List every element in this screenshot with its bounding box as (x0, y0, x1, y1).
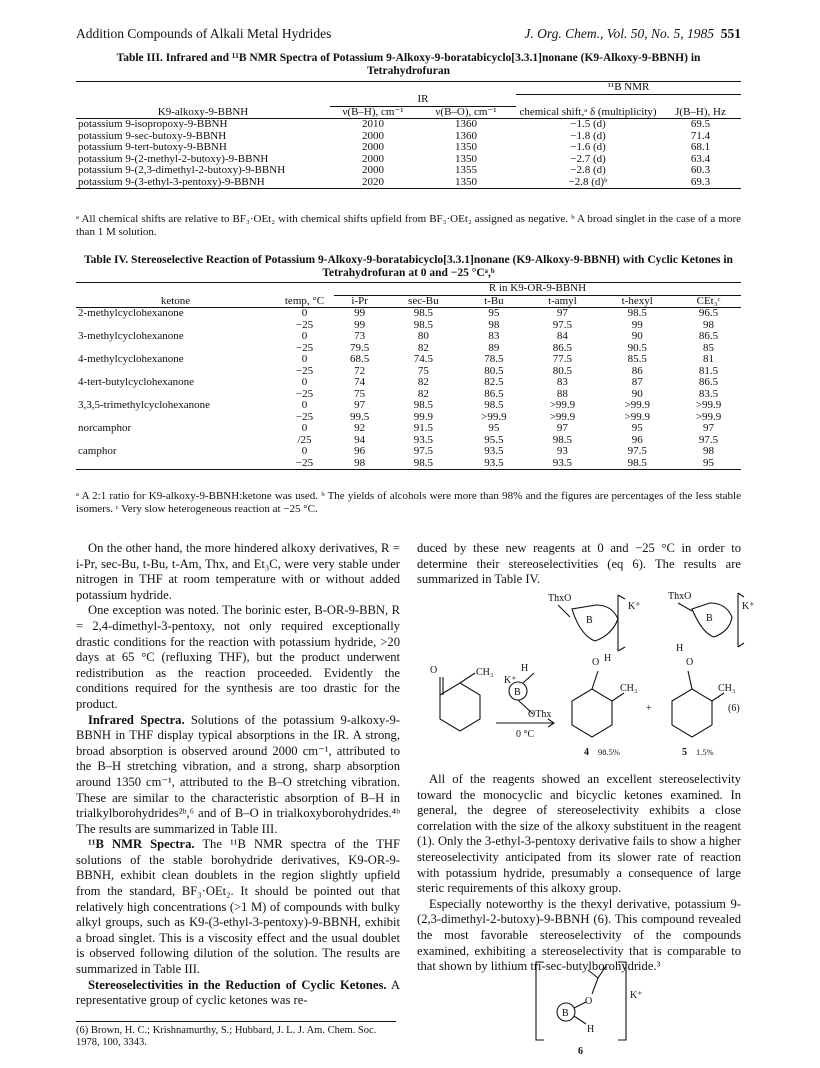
t4-cell: 92 (354, 422, 366, 434)
scheme-4-h: H (604, 653, 612, 664)
scheme-eq-number: (6) (728, 703, 740, 714)
t4-cell: 0 (301, 376, 308, 388)
product-4-label: 4 (584, 747, 589, 758)
t4-row (76, 458, 741, 470)
t4-cell: 82.5 (484, 376, 504, 388)
t4-cell: >99.9 (695, 410, 722, 423)
t4-cell: 97.5 (698, 433, 719, 446)
t4-cell-ketone: 3-methylcyclohexanone (78, 330, 184, 342)
t4-row (76, 331, 741, 343)
t4-cell: 0 (301, 353, 308, 365)
product-5-ring (672, 689, 712, 737)
t4-cell: 99.9 (413, 410, 433, 423)
t4-cell: 95 (703, 456, 714, 469)
t4-cell: 98.5 (413, 318, 433, 331)
right-p1: duced by these new reagents at 0 and −25 °C in order to determine their stereoselectivities (eq 6). The results are summarized in Table IV. (417, 541, 741, 587)
t4-cell: 86.5 (484, 387, 504, 400)
t4-cell: 90 (631, 330, 643, 342)
scheme-ketone-ch3: CH₃ (476, 667, 494, 678)
scheme-plus: + (646, 703, 652, 714)
t3-group-nmr: ¹¹B NMR (516, 82, 741, 95)
t3-cell: −1.6 (d) (570, 141, 606, 153)
t4-cell: 98.5 (413, 399, 433, 411)
t4-cell: 73 (354, 330, 366, 342)
t3-cell-name: potassium 9-(2-methyl-2-butoxy)-9-BBNH (78, 152, 269, 165)
t4-cell: 91.5 (413, 422, 433, 434)
t3-cell: 2000 (362, 141, 384, 153)
t3-row (76, 119, 741, 131)
t3-col-bo: ν(B–O), cm⁻¹ (435, 105, 497, 118)
product-4-pct: 98.5% (598, 747, 620, 757)
t4-cell: 81.5 (698, 364, 719, 377)
compound-6-h: H (587, 1024, 595, 1035)
t4-cell: −25 (295, 387, 314, 400)
t4-row (76, 354, 741, 366)
t4-cell: 79.5 (350, 341, 370, 354)
t4-cell-ketone: 3,3,5-trimethylcyclohexanone (78, 399, 210, 411)
scheme-reagent-k: K⁺ (504, 675, 517, 686)
t4-cell: 93.5 (484, 445, 504, 457)
t3-cell: 1350 (455, 141, 477, 153)
t3-cell: 1350 (455, 175, 477, 188)
t4-cell: 85.5 (627, 353, 647, 365)
t4-cell: 97 (354, 399, 366, 411)
header-journal: J. Org. Chem., Vol. 50, No. 5, 1985 551 (524, 26, 741, 41)
t3-cell: 60.3 (690, 164, 711, 176)
t4-cell: 95 (488, 307, 500, 319)
t4-cell: 72 (354, 364, 366, 377)
t4-cell: 94 (354, 433, 366, 446)
t4-row (76, 446, 741, 458)
t4-cell: >99.9 (481, 410, 507, 423)
t4-cell: >99.9 (549, 399, 576, 411)
t4-cell: 93.5 (552, 456, 573, 469)
t4-cell: /25 (297, 433, 312, 446)
t3-cell: 2020 (362, 175, 384, 188)
scheme-5-ch3: CH₃ (718, 683, 736, 694)
t3-cell: 1355 (455, 164, 477, 176)
t4-col-header: i-Pr (351, 294, 368, 307)
scheme-4-thxo: ThxO (548, 593, 572, 604)
t4-cell: 93.5 (484, 456, 504, 469)
t4-cell: 98.5 (413, 456, 433, 469)
t3-cell: 2000 (362, 129, 384, 142)
t4-cell: 98 (354, 456, 366, 469)
t4-cell: 86.5 (552, 341, 573, 354)
scheme-ketone-o: O (430, 665, 438, 676)
t4-cell: 87 (631, 376, 643, 388)
compound-6-structure (530, 958, 650, 1058)
t4-cell: 95 (631, 422, 643, 434)
t4-cell: −25 (295, 341, 314, 354)
t3-cell: 1360 (455, 129, 477, 142)
right-column-bottom (417, 772, 741, 975)
t4-cell: 83.5 (698, 387, 719, 400)
left-p1: On the other hand, the more hindered alkoxy derivatives, R = i-Pr, sec-Bu, t-Bu, t-Am, Thx, and Et₃C, were very stable under nitrogen in THF at room temperature with or without added potassium hydride. (76, 541, 400, 602)
t4-cell: 90 (631, 387, 643, 400)
t4-col-ketone: ketone (160, 294, 191, 307)
t3-cell-name: potassium 9-(3-ethyl-3-pentoxy)-9-BBNH (78, 175, 265, 188)
table3-footnote: ᵃ All chemical shifts are relative to BF₃·OEt₂ with chemical shifts upfield from BF₃·OEt₂ assigned as negative. ᵇ A broad singlet in the case of a more than 1 M solution. (76, 213, 741, 238)
table4 (76, 282, 741, 470)
t4-cell: 83 (488, 330, 500, 342)
right-p3: Especially noteworthy is the thexyl derivative, potassium 9-(2,3-dimethyl-2-butoxy)-9-BBNH (6). This compound revealed the most favorable stereoselectivity of the compounds examined, exhibiting a stereoselectivity that is comparable to that shown by lithium tri-sec-butylborohydride.³ (417, 896, 741, 974)
t4-cell: 98 (703, 445, 714, 457)
t3-col-j: J(B–H), Hz (675, 105, 726, 118)
scheme-reagent-othx: OThx (528, 709, 552, 720)
t4-cell-ketone: 4-methylcyclohexanone (78, 353, 184, 365)
t3-cell: −2.8 (d)ᵇ (568, 175, 608, 188)
t3-cell: 2000 (362, 164, 384, 176)
t4-cell: 74 (354, 376, 366, 388)
t4-cell-ketone: norcamphor (78, 422, 132, 434)
scheme-4-b: B (586, 615, 593, 626)
t4-cell: 82 (417, 376, 429, 388)
t4-cell: 80.5 (552, 364, 573, 377)
reaction-scheme-eq6 (420, 585, 755, 760)
compound-6-b: B (562, 1008, 569, 1019)
left-p5: Stereoselectivities in the Reduction of Cyclic Ketones. A representative group of cyclic ketones was re- (76, 977, 400, 1008)
product-4-ring (572, 689, 612, 737)
scheme-reagent-h: H (521, 663, 529, 674)
t4-cell: 98.5 (484, 399, 504, 411)
t4-cell: 0 (301, 307, 308, 319)
t3-cell-name: potassium 9-tert-butoxy-9-BBNH (78, 141, 227, 153)
t3-col-shift: chemical shift,ᵃ δ (multiplicity) (519, 105, 657, 118)
t4-cell: 98 (703, 318, 714, 331)
t4-cell: >99.9 (695, 399, 722, 411)
t4-cell: 82 (417, 341, 429, 354)
t3-group-ir: IR (330, 94, 516, 106)
scheme-5-h: H (676, 643, 684, 654)
t3-row (76, 165, 741, 177)
t4-cell: 98.5 (627, 307, 647, 319)
scheme-condition: 0 °C (516, 729, 535, 740)
t3-cell: 71.4 (690, 129, 711, 142)
t4-col-header: t-hexyl (621, 294, 653, 307)
t4-col-header: sec-Bu (408, 294, 439, 307)
t4-col-header: t-Bu (484, 294, 504, 307)
t3-cell: 69.3 (690, 175, 711, 188)
t4-cell: −25 (295, 318, 314, 331)
t4-cell: 78.5 (484, 353, 504, 365)
t4-cell: 83 (556, 376, 568, 388)
right-column-top (417, 541, 741, 588)
t4-cell: 96 (354, 445, 366, 457)
product-5-label: 5 (682, 747, 687, 758)
t4-cell: 77.5 (552, 353, 573, 365)
t4-cell: >99.9 (549, 410, 576, 423)
t4-cell: >99.9 (624, 399, 650, 411)
t3-row (76, 142, 741, 154)
t4-row (76, 308, 741, 320)
t4-cell: 97.5 (552, 318, 573, 331)
compound-6-k: K⁺ (630, 990, 643, 1001)
t4-cell: 95 (488, 422, 500, 434)
t4-group: R in K9-OR-9-BBNH (334, 283, 741, 296)
t4-cell: 86.5 (698, 376, 719, 388)
t4-cell: 89 (488, 341, 500, 354)
t3-cell: 69.5 (690, 118, 711, 130)
scheme-4-ch3: CH₃ (620, 683, 638, 694)
table4-caption: Table IV. Stereoselective Reaction of Potassium 9-Alkoxy-9-boratabicyclo[3.3.1]nonane (K9-Alkoxy-9-BBNH) with Cyclic Ketones in Tetrahydrofuran at 0 and −25 °Cᵃ,ᵇ (84, 254, 733, 279)
t4-cell: 97 (703, 422, 714, 434)
t4-cell: 98.5 (552, 433, 573, 446)
t4-cell: 75 (417, 364, 429, 377)
scheme-5-k: K⁺ (742, 601, 755, 612)
right-p2: All of the reagents showed an excellent stereoselectivity toward the monocyclic and bicyclic ketones examined. In general, the degree of stereoselectivity exhibits a close correlation with the size of the alkoxy substituent in the reagent (1). Only the 3-ethyl-3-pentoxy derivative fails to show a higher stereoselectivity anticipated from its slower rate of reaction with potassium hydride, presumably a consequence of large steric requirements of this alkoxy group. (417, 772, 741, 896)
scheme-4-k: K⁺ (628, 601, 641, 612)
t3-col-bh: ν(B–H), cm⁻¹ (342, 105, 404, 118)
t3-row (76, 177, 741, 189)
t3-cell: −1.5 (d) (570, 118, 606, 130)
left-p4: ¹¹B NMR Spectra. The ¹¹B NMR spectra of the THF solutions of the stable borohydride derivatives, K9-OR-9-BBNH, exhibit clean doublets in the region slightly upfield from the standard, BF₃·OEt₂. It should be pointed out that relatively high concentrations (>1 M) of compounds with bulky alkyl groups, such as K9-(3-ethyl-3-pentoxy)-9-BBNH, exhibit a broad singlet. This is a viscosity effect and the usual doublet is observed following dilution of the solution. The results are summarized in Table III. (76, 837, 400, 977)
t4-cell: 80.5 (484, 364, 504, 377)
t4-cell: 93 (556, 445, 568, 457)
t3-cell: 63.4 (690, 152, 711, 165)
t4-cell: 96 (631, 433, 643, 446)
t4-row (76, 423, 741, 435)
t4-cell: 99 (354, 318, 366, 331)
t4-cell: 82 (417, 387, 429, 400)
table3 (76, 81, 741, 189)
t4-cell: 75 (354, 387, 366, 400)
scheme-ketone-ring (440, 683, 480, 731)
t4-cell: 98.5 (627, 456, 647, 469)
t4-cell: 81 (703, 353, 714, 365)
t4-cell: 99 (631, 318, 643, 331)
table4-footnote: ᵃ A 2:1 ratio for K9-alkoxy-9-BBNH:ketone was used. ᵇ The yields of alcohols were more than 98% and the figures are percentages of the less stable isomers. ᶜ Very slow heterogeneous reaction at −25 °C. (76, 490, 741, 515)
t4-cell-ketone: 2-methylcyclohexanone (78, 307, 184, 319)
left-p2: One exception was noted. The borinic ester, B-OR-9-BBN, R = 2,4-dimethyl-3-pentoxy, not only required exceptionally drastic conditions for the reaction with potassium hydride, >20 days at 65 °C (refluxing THF), but the product underwent redistribution as the reaction proceeded. Evidently the conditions required for the synthesis are too drastic for the product. (76, 603, 400, 711)
scheme-5-thxo: ThxO (668, 591, 692, 602)
t3-cell-name: potassium 9-(2,3-dimethyl-2-butoxy)-9-BBNH (78, 164, 286, 176)
t4-cell: 68.5 (350, 353, 370, 365)
scheme-5-b: B (706, 613, 713, 624)
t4-row (76, 400, 741, 412)
t4-cell-ketone: 4-tert-butylcyclohexanone (78, 376, 195, 388)
t4-cell: 96.5 (698, 307, 719, 319)
t4-cell: 93.5 (413, 433, 433, 446)
product-5-pct: 1.5% (696, 747, 714, 757)
reference-rule (76, 1021, 396, 1022)
t4-cell: 86 (631, 364, 643, 377)
t4-cell: 90.5 (627, 341, 647, 354)
t4-cell: 0 (301, 330, 308, 342)
compound-6-o: O (585, 996, 593, 1007)
t4-cell: 74.5 (413, 353, 433, 365)
compound-6-label: 6 (578, 1046, 583, 1057)
t4-cell: 97 (556, 422, 568, 434)
t4-col-temp: temp, °C (284, 294, 325, 307)
t4-cell: 99.5 (350, 410, 370, 423)
t3-cell-name: potassium 9-sec-butoxy-9-BBNH (78, 129, 227, 142)
t4-cell: −25 (295, 410, 314, 423)
t4-row (76, 377, 741, 389)
t3-cell: 1350 (455, 152, 477, 165)
t4-cell: 85 (703, 341, 714, 354)
t4-cell-ketone: camphor (78, 445, 117, 457)
t4-cell: 97 (556, 307, 568, 319)
t3-cell: −2.7 (d) (570, 152, 606, 165)
left-p3: Infrared Spectra. Solutions of the potassium 9-alkoxy-9-BBNH in THF display typical absorptions in the IR. A strong, broad absorption is observed around 2000 cm⁻¹, attributed to the B–H stretching vibration, and a strong, sharp absorption around 1350 cm⁻¹, attributed to the B–O stretching vibration. These are similar to the characteristic absorption of B–H in trialkylborohydrides²ᵇ,⁶ and of B–O in trialkoxyborohydrides.⁴ᵇ The results are summarized in Table III. (76, 712, 400, 836)
t4-cell: −25 (295, 364, 314, 377)
t4-cell: 0 (301, 422, 308, 434)
t4-cell: 97.5 (413, 445, 433, 457)
t4-cell: 80 (417, 330, 429, 342)
table3-caption: Table III. Infrared and ¹¹B NMR Spectra of Potassium 9-Alkoxy-9-boratabicyclo[3.3.1]nonane (K9-Alkoxy-9-BBNH) in Tetrahydrofuran (116, 52, 701, 77)
t4-cell: 88 (556, 387, 568, 400)
t4-cell: 99 (354, 307, 366, 319)
t4-cell: 84 (556, 330, 568, 342)
t4-cell: 95.5 (484, 433, 504, 446)
t4-col-header: CEt₃ᶜ (696, 294, 721, 307)
t3-cell-name: potassium 9-isopropoxy-9-BBNH (78, 118, 228, 130)
t3-col-name: K9-alkoxy-9-BBNH (157, 105, 249, 118)
t3-cell: 1360 (455, 118, 477, 130)
scheme-4-o: O (592, 657, 600, 668)
t3-cell: 2000 (362, 152, 384, 165)
t4-cell: −25 (295, 456, 314, 469)
t3-cell: 68.1 (690, 141, 711, 153)
t3-cell: 2010 (362, 118, 384, 130)
t4-cell: 0 (301, 445, 308, 457)
t3-cell: −2.8 (d) (570, 164, 606, 176)
t4-cell: 98.5 (413, 307, 433, 319)
header-title: Addition Compounds of Alkali Metal Hydrides (76, 26, 332, 41)
scheme-reagent-b: B (514, 687, 521, 698)
t4-cell: 97.5 (627, 445, 647, 457)
scheme-5-o: O (686, 657, 694, 668)
t4-cell: 98 (488, 318, 500, 331)
t4-cell: 0 (301, 399, 308, 411)
t4-cell: >99.9 (624, 410, 650, 423)
left-column (76, 541, 400, 1009)
t4-cell: 86.5 (698, 330, 719, 342)
t4-col-header: t-amyl (548, 294, 577, 307)
t4-cell-ketone (76, 458, 275, 470)
t3-cell: −1.8 (d) (570, 129, 606, 142)
reference-6: (6) Brown, H. C.; Krishnamurthy, S.; Hubbard, J. L. J. Am. Chem. Soc. 1978, 100, 3343. (76, 1025, 377, 1048)
